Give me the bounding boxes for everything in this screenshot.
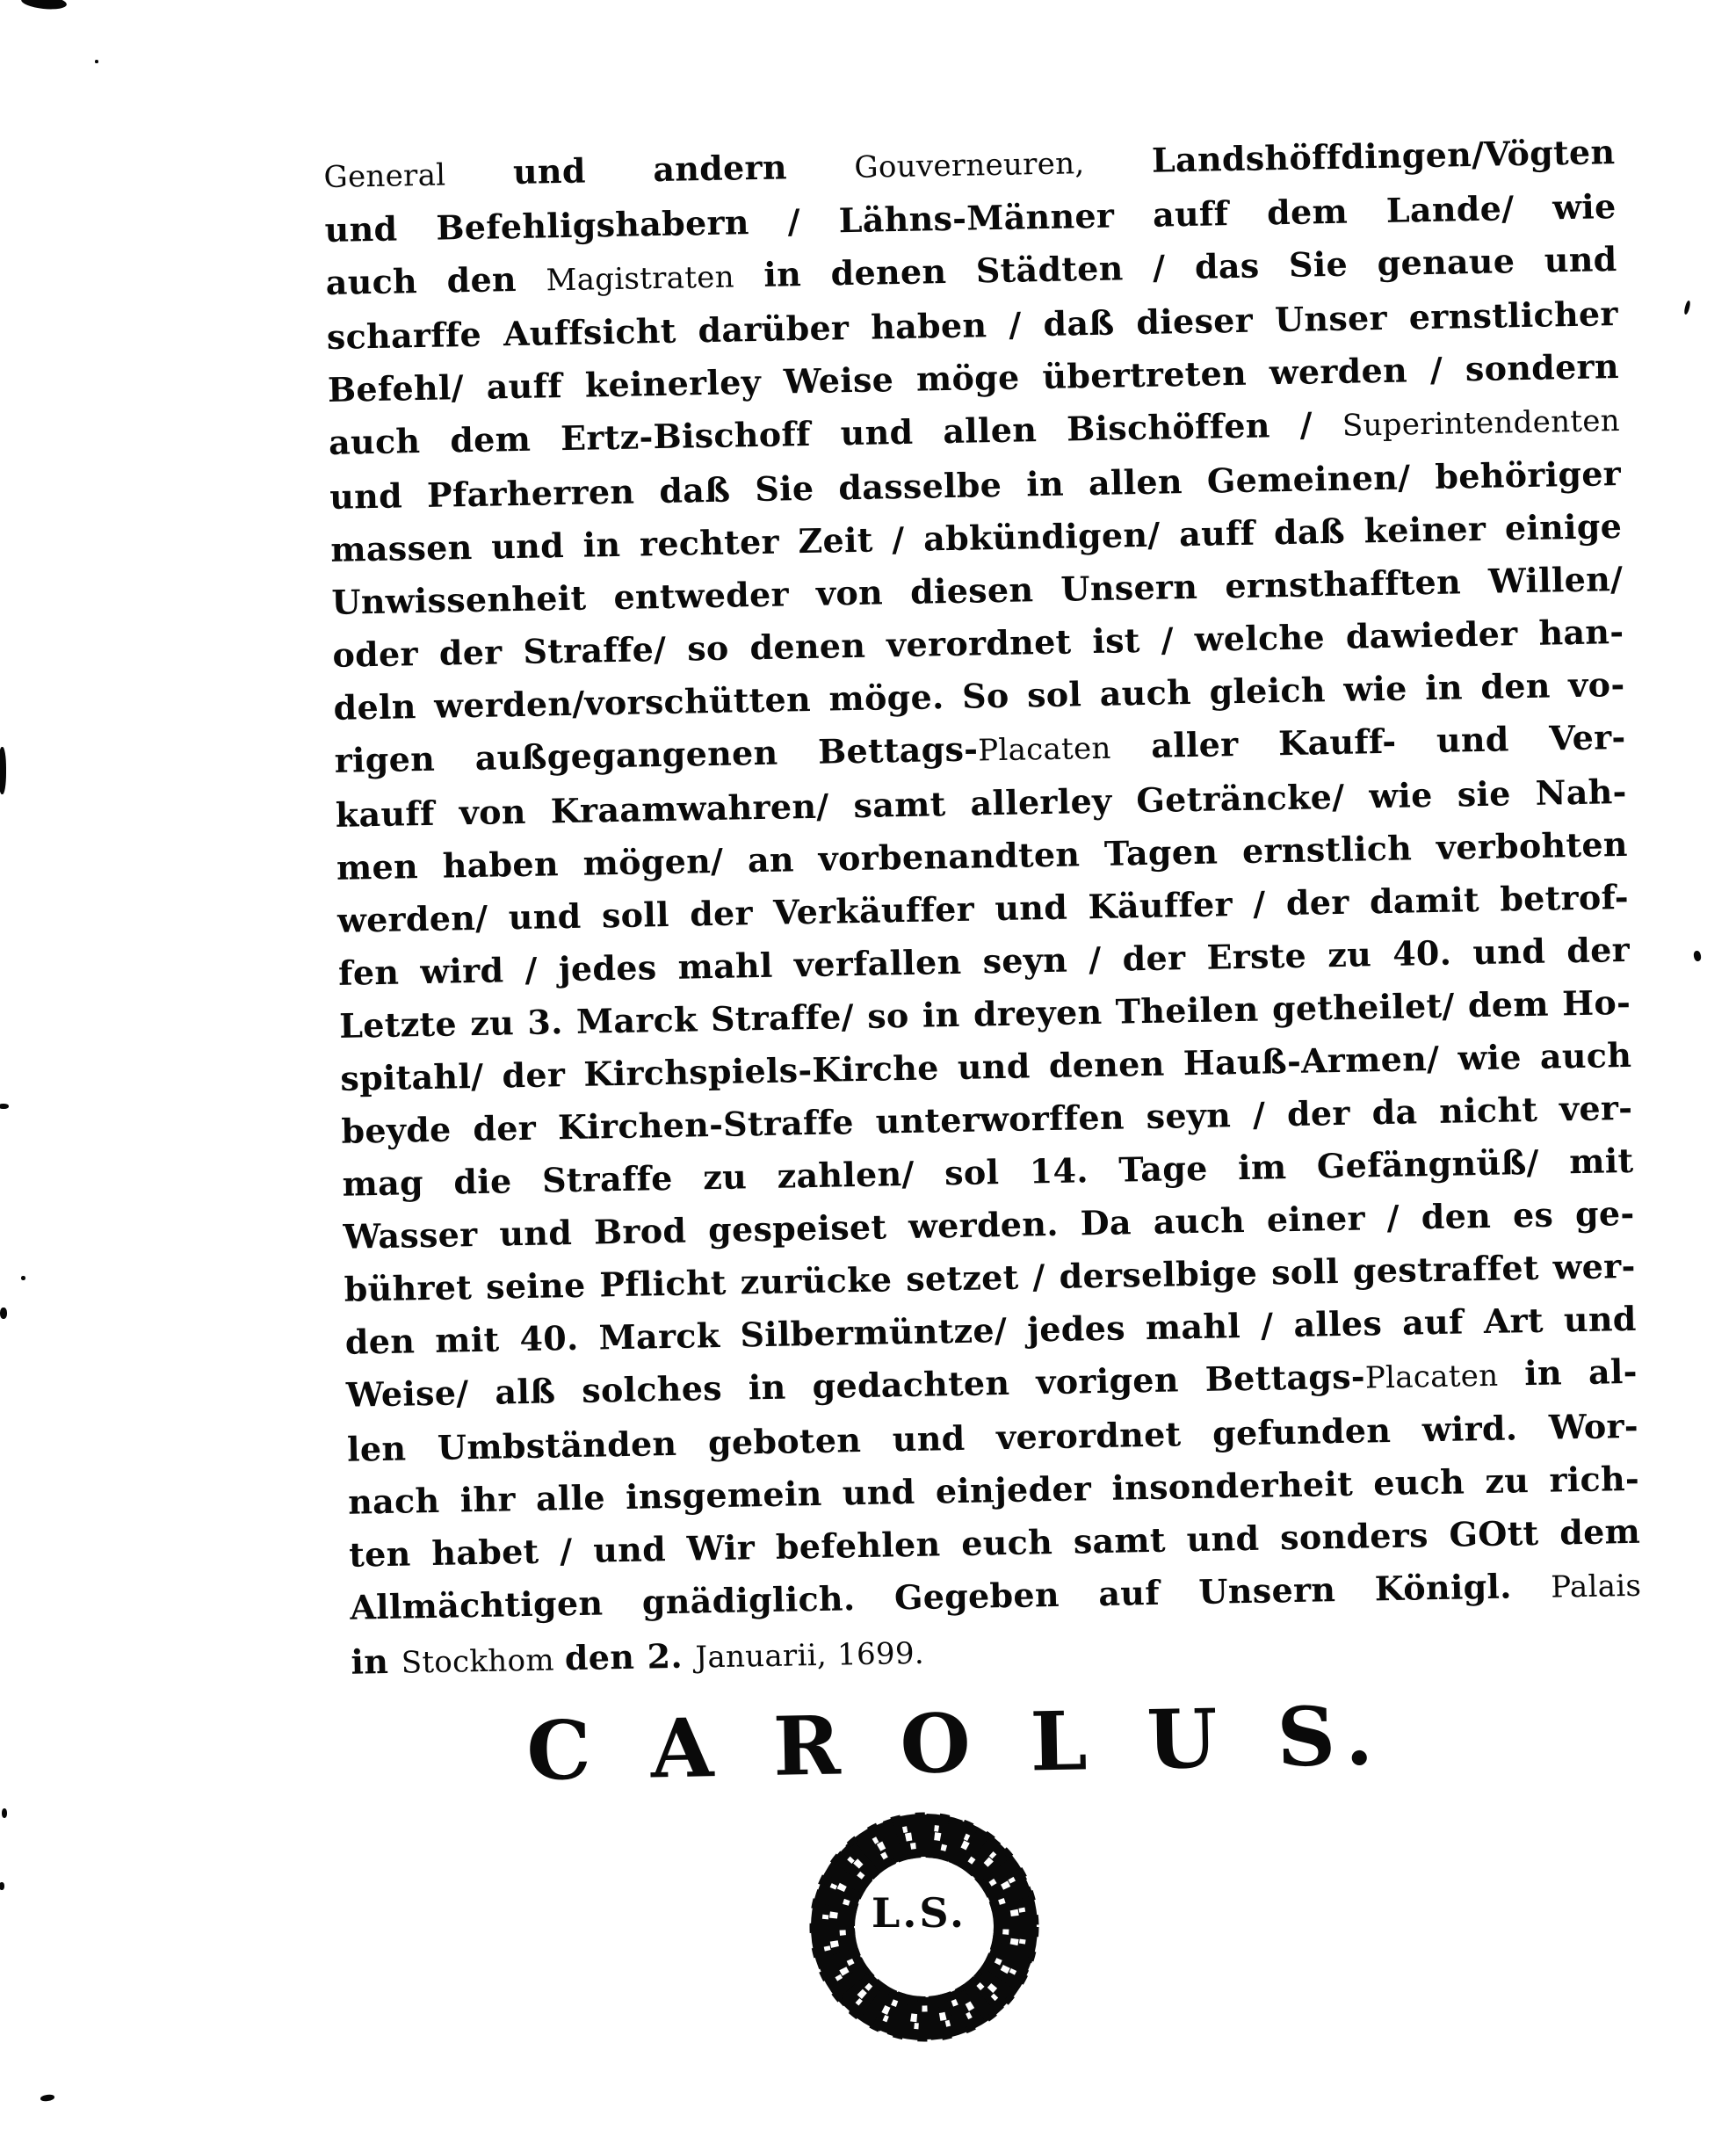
text-segment-antiqua: Gouverneuren, [854,146,1085,185]
text-segment-fraktur: Letzte zu 3. Marck Straffe/ so in dreyen Theilen getheilet/ dem Ho- [338,982,1631,1046]
text-segment-fraktur: und andern [445,145,855,193]
text-segment-fraktur: und Pfarherren daß Sie dasselbe in allen Gemeinen/ behöriger [329,453,1622,517]
royal-signature: C A R O L U S. [525,1688,1386,1800]
text-segment-fraktur: kauff von Kraamwahren/ samt allerley Geträncke/ wie sie Nah- [335,771,1628,835]
text-segment-fraktur: und Befehligshabern / Lähns-Männer auff dem Lande/ wie [324,186,1617,250]
ink-speck [2,1808,7,1818]
text-segment-fraktur: ten habet / und Wir befehlen euch samt und sonders GOtt dem [348,1510,1641,1575]
text-segment-fraktur: deln werden/vorschütten möge. So sol auch gleich wie in den vo- [333,663,1625,728]
text-segment-antiqua: General [323,157,446,195]
ink-speck [0,1104,9,1109]
text-segment-fraktur: men haben mögen/ an vorbenandten Tagen ernstlich verbohten [336,823,1629,887]
text-segment-fraktur: Landshöffdingen/Vögten [1083,132,1616,182]
wreath-seal [807,1805,1044,2047]
text-segment-fraktur: scharffe Auffsicht darüber haben / daß dieser Unser ernstlicher [326,293,1619,357]
ink-speck [0,1308,7,1319]
text-segment-fraktur: in al- [1497,1351,1638,1394]
text-segment-fraktur: nach ihr alle insgemein und einjeder insonderheit euch zu rich- [347,1458,1640,1522]
ink-speck [1683,301,1691,315]
text-segment-fraktur: in denen Städten / das Sie genaue und [734,239,1617,295]
text-segment-fraktur: Weise/ alß solches in gedachten vorigen Bettags- [345,1356,1366,1415]
text-segment-antiqua: Palais [1550,1568,1642,1605]
text-block [323,126,1643,1691]
document-body [323,126,1645,1803]
text-segment-fraktur: oder der Straffe/ so denen verordnet ist / welche dawieder han- [332,611,1624,675]
text-segment-fraktur: aller Kauff- und Ver- [1110,716,1626,766]
text-segment-fraktur: Allmächtigen gnädiglich. Gegeben auf Unsern Königl. [349,1565,1552,1627]
text-segment-fraktur: fen wird / jedes mahl verfallen seyn / der Erste zu 40. und der [337,929,1631,993]
text-segment-antiqua: Placaten [1364,1358,1499,1396]
text-segment-antiqua: Placaten [977,730,1112,769]
ink-speck [0,747,6,794]
text-segment-fraktur: auch dem Ertz-Bischoff und allen Bischöffen / [328,403,1343,462]
text-segment-fraktur: bühret seine Pflicht zurücke setzet / derselbige soll gestraffet wer- [344,1245,1636,1309]
text-segment-fraktur: Befehl/ auff keinerley Weise möge übertreten werden / sondern [327,346,1620,409]
text-segment-antiqua: Magistraten [546,259,735,299]
seal-label: L.S. [872,1889,966,1937]
text-segment-fraktur: rigen außgegangenen Bettags- [334,728,979,780]
text-segment-fraktur: Wasser und Brod gespeiset werden. Da auch einer / den es ge- [343,1192,1635,1257]
ink-speck [1693,950,1702,961]
text-segment-antiqua: Januarii, 1699. [695,1635,925,1676]
ink-speck [21,1276,25,1280]
text-segment-antiqua: Superintendenten [1342,403,1621,444]
text-segment-fraktur: den mit 40. Marck Silbermüntze/ jedes mahl / alles auf Art und [344,1298,1638,1362]
text-segment-fraktur: in [351,1641,402,1682]
text-segment-fraktur: auch den [325,258,546,302]
text-segment-fraktur: den 2. [564,1635,696,1678]
ink-speck [0,1882,4,1890]
ink-speck [20,0,67,11]
text-segment-fraktur: spitahl/ der Kirchspiels-Kirche und denen Hauß-Armen/ wie auch [339,1034,1632,1098]
text-segment-fraktur: len Umbständen geboten und verordnet gefunden wird. Wor- [346,1405,1639,1469]
text-segment-fraktur: beyde der Kirchen-Straffe unterworffen seyn / der da nicht ver- [341,1087,1633,1151]
ink-speck [40,2094,55,2102]
text-segment-fraktur: massen und in rechter Zeit / abkündigen/ auff daß keiner einige [329,505,1623,569]
ink-speck [95,60,98,63]
text-segment-fraktur: mag die Straffe zu zahlen/ sol 14. Tage im Gefängnüß/ mit [342,1140,1634,1204]
text-segment-antiqua: Stockhom [401,1642,566,1681]
text-segment-fraktur: werden/ und soll der Verkäuffer und Käuffer / der damit betrof- [336,876,1630,940]
text-segment-fraktur: Unwissenheit entweder von diesen Unsern ernsthafften Willen/ [331,558,1624,622]
